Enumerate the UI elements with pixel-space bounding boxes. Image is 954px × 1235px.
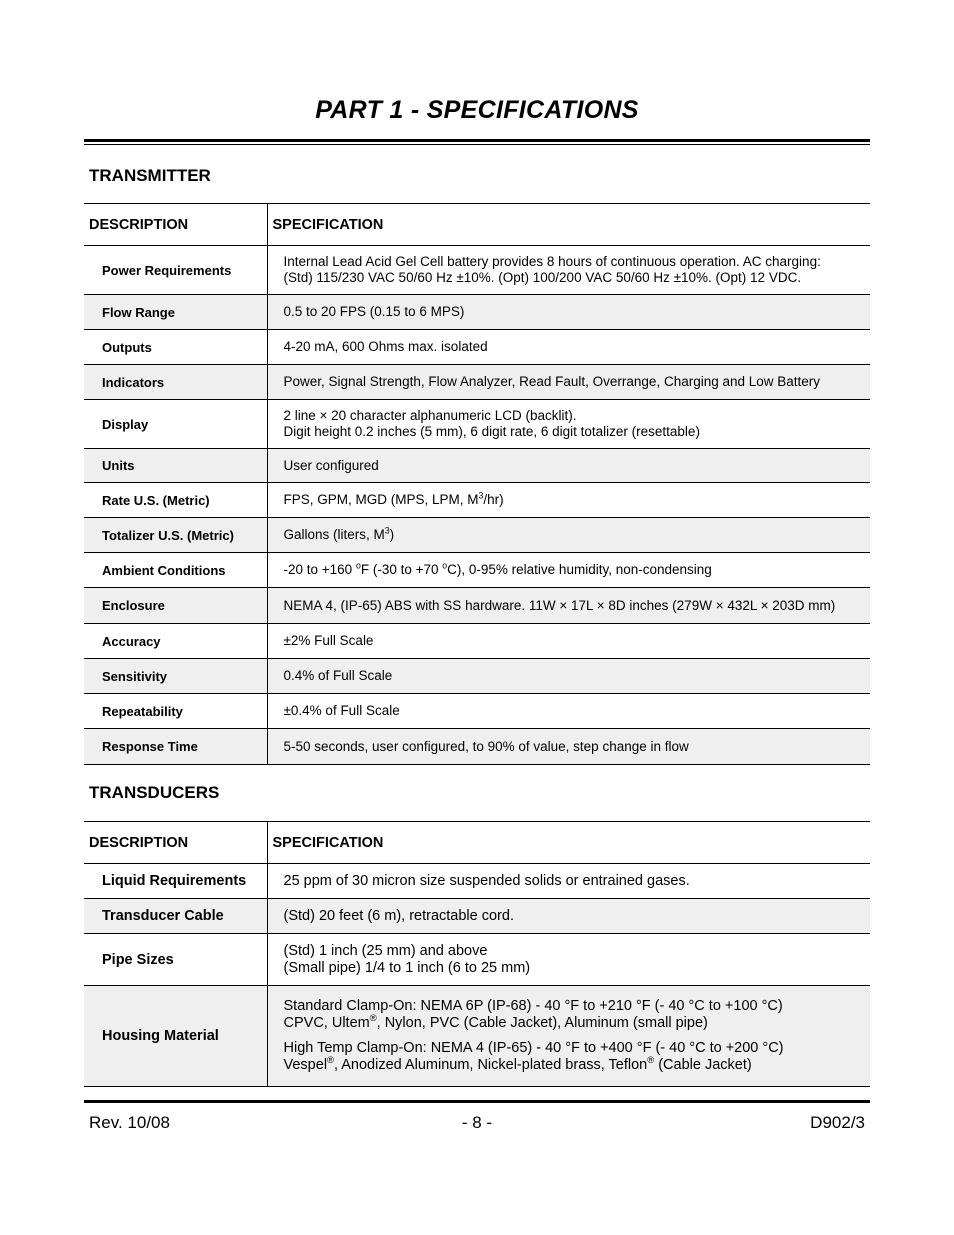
row-value: 5-50 seconds, user configured, to 90% of value, step change in flow [267,729,870,765]
table-row [84,400,870,449]
table-row [84,934,870,986]
row-value: -20 to +160 $^o$F (-30 to +70 $^o$C), 0-95% relative humidity, non-condensing [267,553,870,588]
table-header-row [84,204,870,246]
table-row [84,899,870,934]
column-header-description: DESCRIPTION [84,822,267,864]
row-value-line: (Std) 1 inch (25 mm) and above [283,942,488,959]
row-value: FPS, GPM, MGD (MPS, LPM, $M^3/hr$) [267,483,870,518]
table-row [84,518,870,553]
row-label: Totalizer U.S. (Metric) [84,518,267,553]
row-label: Ambient Conditions [84,553,267,588]
footer-rule [84,1100,870,1103]
transmitter-spec-table [84,203,870,765]
row-value-line: (Small pipe) 1/4 to 1 inch (6 to 25 mm) [283,959,531,976]
row-value: ±0.4% of Full Scale [267,694,870,729]
table-row [84,330,870,365]
table-row [84,864,870,899]
row-label: Indicators [84,365,267,400]
table-row [84,729,870,765]
footer-revision: Rev. 10/08 [89,1113,170,1132]
transmitter-heading: TRANSMITTER [89,166,211,185]
row-value-line: Digit height 0.2 inches (5 mm), 6 digit rate, 6 digit totalizer (resettable) [283,424,700,439]
row-label: Accuracy [84,624,267,659]
table-row [84,365,870,400]
row-value: 4-20 mA, 600 Ohms max. isolated [267,330,870,365]
row-value-line: 2 line × 20 character alphanumeric LCD (backlit). [283,408,577,424]
high-temp-clamp-on-paragraph: High Temp Clamp-On: NEMA 4 (IP-65) - 40 °F to +400 °F (- 40 °C to +200 °C) Vespel®, Anodized Aluminum, Nickel-plated brass, Teflon® (Cable Jacket) [283,1040,784,1073]
row-value: ±2% Full Scale [267,624,870,659]
row-label: Repeatability [84,694,267,729]
standard-clamp-on-paragraph: Standard Clamp-On: NEMA 6P (IP-68) - 40 °F to +210 °F (- 40 °C to +100 °C) CPVC, Ultem®, Nylon, PVC (Cable Jacket), Aluminum (small pipe) [283,998,783,1032]
table-row [84,588,870,624]
title-rule [84,139,870,145]
row-label: Pipe Sizes [84,934,267,986]
table-row [84,449,870,483]
table-row [84,295,870,330]
table-row [84,553,870,588]
page-title: PART 1 - SPECIFICATIONS [315,96,639,124]
row-label: Sensitivity [84,659,267,694]
row-label: Flow Range [84,295,267,330]
row-label: Outputs [84,330,267,365]
table-row [84,483,870,518]
row-label: Enclosure [84,588,267,624]
row-value [267,246,870,295]
table-header-row [84,822,870,864]
row-value [267,986,870,1087]
row-value: NEMA 4, (IP-65) ABS with SS hardware. 11W × 17L × 8D inches (279W × 432L × 203D mm) [267,588,870,624]
row-label: Response Time [84,729,267,765]
row-label: Housing Material [84,986,267,1087]
footer-document-id: D902/3 [810,1113,865,1132]
row-label: Display [84,400,267,449]
transducers-heading: TRANSDUCERS [89,783,220,802]
row-label: Transducer Cable [84,899,267,934]
row-value [267,934,870,986]
table-row [84,694,870,729]
row-value: Power, Signal Strength, Flow Analyzer, Read Fault, Overrange, Charging and Low Battery [267,365,870,400]
row-value: 25 ppm of 30 micron size suspended solids or entrained gases. [267,864,870,899]
row-label: Power Requirements [84,246,267,295]
row-value: (Std) 20 feet (6 m), retractable cord. [267,899,870,934]
column-header-specification: SPECIFICATION [267,204,870,246]
row-value: 0.4% of Full Scale [267,659,870,694]
table-row [84,986,870,1087]
column-header-description: DESCRIPTION [84,204,267,246]
row-value: User configured [267,449,870,483]
row-value: Gallons (liters, $M^3$) [267,518,870,553]
table-row [84,624,870,659]
row-value [267,400,870,449]
row-label: Rate U.S. (Metric) [84,483,267,518]
column-header-specification: SPECIFICATION [267,822,870,864]
row-label: Units [84,449,267,483]
transducers-spec-table [84,821,870,1087]
table-row [84,659,870,694]
row-label: Liquid Requirements [84,864,267,899]
row-value-line: (Std) 115/230 VAC 50/60 Hz ±10%. (Opt) 100/200 VAC 50/60 Hz ±10%. (Opt) 12 VDC. [283,270,802,285]
row-value: 0.5 to 20 FPS (0.15 to 6 MPS) [267,295,870,330]
row-value-line: Internal Lead Acid Gel Cell battery provides 8 hours of continuous operation. AC charging: [283,254,821,270]
footer-page-number: - 8 - [461,1113,493,1132]
table-row [84,246,870,295]
